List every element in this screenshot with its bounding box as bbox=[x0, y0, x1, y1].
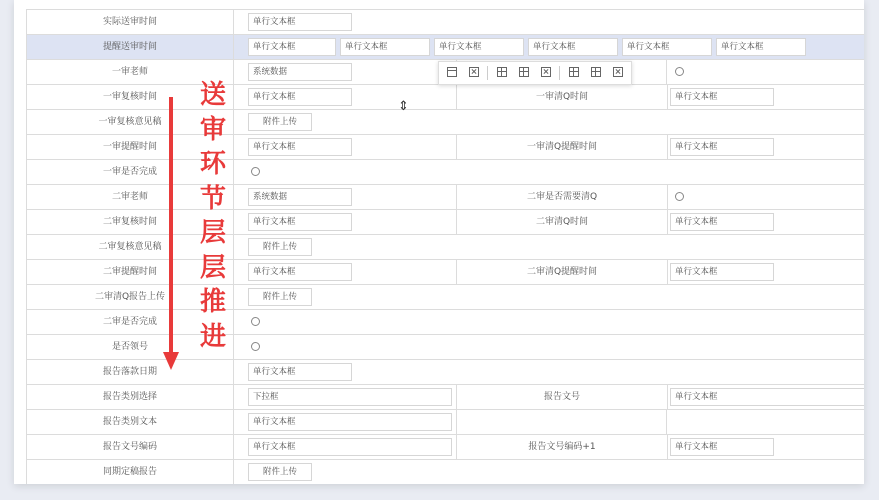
merge-cells-icon[interactable] bbox=[569, 67, 579, 77]
system-data-field[interactable]: 系统数据 bbox=[248, 63, 352, 81]
field-label: 二审复核意见稿 bbox=[26, 235, 234, 259]
row-resize-cursor-icon: ⇕ bbox=[398, 99, 409, 114]
table-row bbox=[26, 134, 864, 159]
table-row bbox=[26, 334, 864, 359]
text-input[interactable]: 单行文本框 bbox=[670, 138, 774, 156]
radio-button[interactable] bbox=[251, 317, 260, 326]
text-input[interactable]: 单行文本框 bbox=[622, 38, 712, 56]
annotation-text bbox=[196, 78, 230, 354]
field-label: 报告文号 bbox=[456, 385, 668, 409]
field-label: 提醒送审时间 bbox=[26, 35, 234, 59]
table-edit-toolbar bbox=[438, 61, 632, 85]
table-row bbox=[26, 259, 864, 284]
text-input[interactable]: 单行文本框 bbox=[340, 38, 430, 56]
field-label: 报告文号编码+1 bbox=[456, 435, 668, 459]
table-row bbox=[26, 284, 864, 309]
table-row bbox=[26, 359, 864, 384]
split-cells-icon[interactable] bbox=[591, 67, 601, 77]
upload-button[interactable]: 附件上传 bbox=[248, 288, 312, 306]
insert-col-right-icon[interactable] bbox=[519, 67, 529, 77]
table-row-selected[interactable] bbox=[26, 34, 864, 59]
upload-button[interactable]: 附件上传 bbox=[248, 238, 312, 256]
table-row bbox=[26, 384, 864, 409]
upload-button[interactable]: 附件上传 bbox=[248, 463, 312, 481]
table-row bbox=[26, 109, 864, 134]
dropdown-select[interactable]: 下拉框 bbox=[248, 388, 452, 406]
annotation-char: 环 bbox=[199, 149, 226, 179]
insert-row-icon[interactable] bbox=[447, 67, 457, 77]
text-input[interactable]: 单行文本框 bbox=[528, 38, 618, 56]
field-label: 一审清Q提醒时间 bbox=[456, 135, 668, 159]
table-row bbox=[26, 9, 864, 34]
text-input[interactable]: 单行文本框 bbox=[248, 413, 452, 431]
field-label: 一审复核意见稿 bbox=[26, 110, 234, 134]
field-label: 二审清Q提醒时间 bbox=[456, 260, 668, 284]
annotation-char: 层 bbox=[199, 218, 226, 248]
field-label: 二审提醒时间 bbox=[26, 260, 234, 284]
radio-button[interactable] bbox=[251, 167, 260, 176]
system-data-field[interactable]: 系统数据 bbox=[248, 188, 352, 206]
text-input[interactable]: 单行文本框 bbox=[248, 213, 352, 231]
field-label: 实际送审时间 bbox=[26, 10, 234, 34]
text-input[interactable]: 单行文本框 bbox=[716, 38, 806, 56]
annotation-arrow-shaft bbox=[169, 97, 173, 357]
text-input[interactable]: 单行文本框 bbox=[670, 213, 774, 231]
table-row bbox=[26, 209, 864, 234]
form-designer-canvas bbox=[14, 0, 864, 484]
field-label: 同期定稿报告 bbox=[26, 460, 234, 484]
field-label: 二审是否需要清Q bbox=[456, 185, 668, 209]
field-label: 二审老师 bbox=[26, 185, 234, 209]
radio-button[interactable] bbox=[251, 342, 260, 351]
delete-row-icon[interactable] bbox=[469, 67, 479, 77]
text-input[interactable]: 单行文本框 bbox=[248, 38, 336, 56]
annotation-char: 审 bbox=[199, 114, 226, 145]
field-label: 二审是否完成 bbox=[26, 310, 234, 334]
text-input[interactable]: 单行文本框 bbox=[670, 438, 774, 456]
field-label: 二审清Q报告上传 bbox=[26, 285, 234, 309]
field-label: 一审复核时间 bbox=[26, 85, 234, 109]
field-label: 一审老师 bbox=[26, 60, 234, 84]
annotation-char: 层 bbox=[199, 252, 226, 283]
field-label: 报告类别文本 bbox=[26, 410, 234, 434]
text-input[interactable]: 单行文本框 bbox=[248, 363, 352, 381]
annotation-arrow-head-icon bbox=[163, 352, 179, 370]
text-input[interactable]: 单行文本框 bbox=[248, 263, 352, 281]
table-row bbox=[26, 409, 864, 434]
table-row bbox=[26, 434, 864, 459]
text-input[interactable]: 单行文本框 bbox=[248, 438, 452, 456]
annotation-char: 节 bbox=[199, 183, 226, 214]
field-label: 报告落款日期 bbox=[26, 360, 234, 384]
table-row bbox=[26, 234, 864, 259]
text-input[interactable]: 单行文本框 bbox=[434, 38, 524, 56]
table-row bbox=[26, 84, 864, 109]
table-row bbox=[26, 184, 864, 209]
table-row bbox=[26, 459, 864, 484]
field-label: 报告类别选择 bbox=[26, 385, 234, 409]
table-row bbox=[26, 309, 864, 334]
field-label: 一审清Q时间 bbox=[456, 85, 668, 109]
text-input[interactable]: 单行文本框 bbox=[670, 263, 774, 281]
field-label: 二审复核时间 bbox=[26, 210, 234, 234]
field-label: 一审提醒时间 bbox=[26, 135, 234, 159]
radio-button[interactable] bbox=[675, 192, 684, 201]
delete-table-icon[interactable] bbox=[613, 67, 623, 77]
text-input[interactable]: 单行文本框 bbox=[248, 88, 352, 106]
delete-col-icon[interactable] bbox=[541, 67, 551, 77]
upload-button[interactable]: 附件上传 bbox=[248, 113, 312, 131]
table-row bbox=[26, 159, 864, 184]
annotation-char: 推 bbox=[199, 287, 226, 317]
text-input[interactable]: 单行文本框 bbox=[248, 13, 352, 31]
radio-button[interactable] bbox=[675, 67, 684, 76]
text-input[interactable]: 单行文本框 bbox=[248, 138, 352, 156]
field-label: 是否领号 bbox=[26, 335, 234, 359]
field-label: 二审清Q时间 bbox=[456, 210, 668, 234]
field-label: 一审是否完成 bbox=[26, 160, 234, 184]
text-input[interactable]: 单行文本框 bbox=[670, 388, 864, 406]
field-label: 报告文号编码 bbox=[26, 435, 234, 459]
insert-col-left-icon[interactable] bbox=[497, 67, 507, 77]
annotation-char: 进 bbox=[199, 321, 226, 352]
text-input[interactable]: 单行文本框 bbox=[670, 88, 774, 106]
annotation-char: 送 bbox=[199, 80, 226, 110]
